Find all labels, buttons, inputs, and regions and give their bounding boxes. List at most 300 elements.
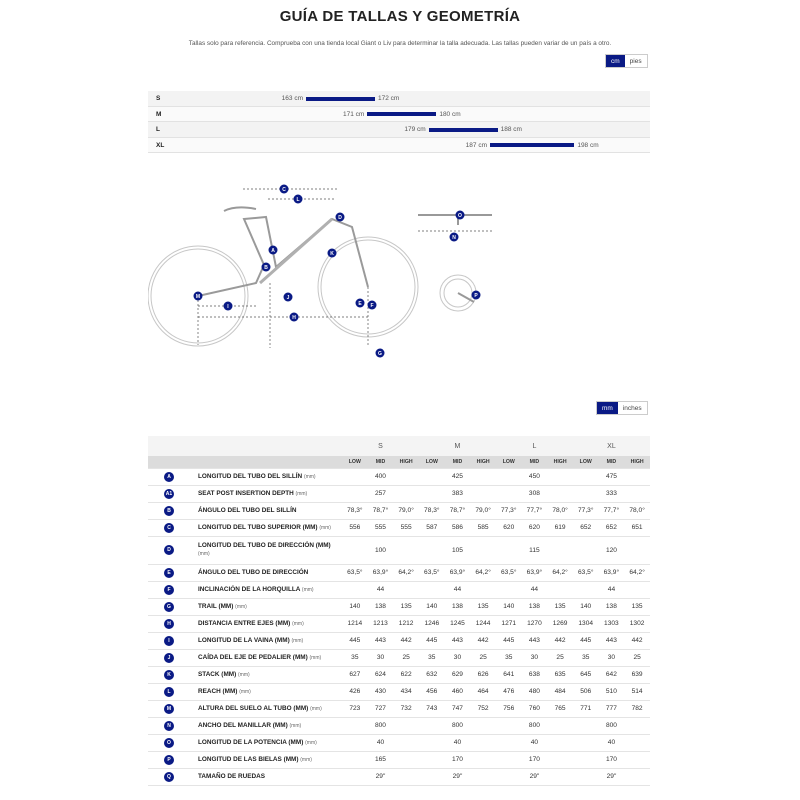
- unit-inches-button[interactable]: inches: [618, 402, 647, 414]
- value-cell: 63,5°: [342, 564, 368, 581]
- value-cell: 443: [445, 632, 471, 649]
- row-name-cell: [190, 468, 342, 485]
- value-cell: 64,2°: [547, 564, 573, 581]
- value-cell: 800: [342, 717, 419, 734]
- value-cell: 1270: [522, 615, 548, 632]
- table-row: [148, 683, 650, 700]
- row-unit: (mm): [300, 756, 312, 763]
- row-unit: (mm): [239, 688, 251, 695]
- value-cell: 586: [445, 519, 471, 536]
- value-cell: 627: [342, 666, 368, 683]
- value-cell: 1269: [547, 615, 573, 632]
- size-column-header: S: [342, 436, 419, 456]
- row-badge-cell: [148, 536, 190, 564]
- row-key-badge: Q: [164, 772, 174, 782]
- row-name: STACK (MM): [198, 670, 237, 678]
- value-cell: 484: [547, 683, 573, 700]
- row-badge-cell: [148, 519, 190, 536]
- diagram-badge-label: G: [378, 351, 382, 357]
- value-cell: 756: [496, 700, 522, 717]
- value-cell: 64,2°: [393, 564, 419, 581]
- row-key-badge: J: [164, 653, 174, 663]
- table-row: [148, 468, 650, 485]
- value-cell: 63,9°: [445, 564, 471, 581]
- value-cell: 1244: [470, 615, 496, 632]
- value-cell: 138: [368, 598, 394, 615]
- size-column-header: XL: [573, 436, 650, 456]
- row-badge-cell: [148, 649, 190, 666]
- row-badge-cell: [148, 717, 190, 734]
- value-cell: 170: [419, 751, 496, 768]
- value-cell: 456: [419, 683, 445, 700]
- value-cell: 555: [393, 519, 419, 536]
- value-cell: 29": [419, 768, 496, 785]
- table-row: [148, 700, 650, 717]
- row-unit: (mm): [319, 524, 331, 531]
- row-unit: (mm): [301, 586, 314, 593]
- value-cell: 434: [393, 683, 419, 700]
- value-cell: 63,5°: [419, 564, 445, 581]
- row-key-badge: K: [164, 670, 174, 680]
- value-cell: 626: [470, 666, 496, 683]
- diagram-badge-label: N: [452, 235, 456, 241]
- value-cell: 40: [419, 734, 496, 751]
- height-range-bar: [490, 143, 574, 147]
- row-name: LONGITUD DE LA POTENCIA (MM): [198, 738, 304, 746]
- row-key-badge: G: [164, 602, 174, 612]
- row-unit: (mm): [289, 722, 302, 729]
- value-cell: 445: [573, 632, 599, 649]
- value-cell: 30: [368, 649, 394, 666]
- row-badge-cell: [148, 751, 190, 768]
- row-badge-cell: [148, 768, 190, 785]
- row-key-badge: L: [164, 687, 174, 697]
- value-cell: 400: [342, 468, 419, 485]
- page-subtitle: Tallas solo para referencia. Comprueba con una tienda local Giant o Liv para determinar la talla adecuada. Las tallas pueden variar de un país a otro.: [188, 40, 612, 47]
- value-cell: 64,2°: [470, 564, 496, 581]
- value-cell: 1304: [573, 615, 599, 632]
- diagram-badge-label: H: [292, 315, 296, 321]
- diagram-badge-label: K: [330, 251, 334, 257]
- value-cell: 165: [342, 751, 419, 768]
- value-cell: 30: [522, 649, 548, 666]
- row-badge-cell: [148, 615, 190, 632]
- value-cell: 79,0°: [470, 502, 496, 519]
- page-title: GUÍA DE TALLAS Y GEOMETRÍA: [279, 8, 521, 25]
- value-cell: 443: [599, 632, 625, 649]
- geometry-unit-toggle: [596, 401, 648, 415]
- row-name-cell: [190, 581, 342, 598]
- row-name: REACH (MM): [198, 687, 238, 695]
- header-spacer: [148, 436, 190, 456]
- unit-mm-button[interactable]: mm: [597, 402, 618, 414]
- row-badge-cell: [148, 564, 190, 581]
- row-name-cell: [190, 683, 342, 700]
- value-cell: 771: [573, 700, 599, 717]
- value-cell: 35: [573, 649, 599, 666]
- value-cell: 480: [522, 683, 548, 700]
- height-min-label: 163 cm: [281, 95, 303, 102]
- value-cell: 63,5°: [496, 564, 522, 581]
- row-unit: (mm): [309, 654, 322, 661]
- value-cell: 622: [393, 666, 419, 683]
- value-cell: 77,3°: [573, 502, 599, 519]
- value-cell: 556: [342, 519, 368, 536]
- row-unit: (mm): [295, 490, 308, 497]
- value-cell: 35: [496, 649, 522, 666]
- value-cell: 632: [419, 666, 445, 683]
- value-cell: 635: [547, 666, 573, 683]
- diagram-badge-label: O: [458, 213, 462, 219]
- row-name: ANCHO DEL MANILLAR (MM): [198, 721, 288, 729]
- row-key-badge: N: [164, 721, 174, 731]
- row-unit: (mm): [305, 739, 317, 746]
- value-cell: 170: [496, 751, 573, 768]
- row-name-cell: [190, 734, 342, 751]
- value-cell: 652: [573, 519, 599, 536]
- row-key-badge: C: [164, 523, 174, 533]
- value-cell: 63,9°: [599, 564, 625, 581]
- row-badge-cell: [148, 502, 190, 519]
- value-cell: 624: [368, 666, 394, 683]
- row-name-cell: [190, 717, 342, 734]
- row-name: ÁNGULO DEL TUBO DE DIRECCIÓN: [198, 568, 309, 576]
- position-header: MID: [445, 456, 471, 468]
- value-cell: 308: [496, 485, 573, 502]
- unit-cm-button[interactable]: cm: [606, 55, 625, 67]
- value-cell: 620: [496, 519, 522, 536]
- row-name: DISTANCIA ENTRE EJES (MM): [198, 619, 291, 627]
- value-cell: 29": [342, 768, 419, 785]
- value-cell: 63,9°: [522, 564, 548, 581]
- row-unit: (mm): [310, 705, 322, 712]
- position-header: MID: [522, 456, 548, 468]
- value-cell: 1245: [445, 615, 471, 632]
- size-label: S: [156, 95, 161, 102]
- row-badge-cell: [148, 581, 190, 598]
- value-cell: 727: [368, 700, 394, 717]
- value-cell: 135: [547, 598, 573, 615]
- diagram-badge-label: D: [338, 215, 342, 221]
- position-header: LOW: [573, 456, 599, 468]
- value-cell: 443: [368, 632, 394, 649]
- size-column-header: L: [496, 436, 573, 456]
- row-badge-cell: [148, 485, 190, 502]
- diagram-badge-label: M: [195, 294, 201, 300]
- row-badge-cell: [148, 700, 190, 717]
- value-cell: 1213: [368, 615, 394, 632]
- value-cell: 652: [599, 519, 625, 536]
- row-key-badge: F: [164, 585, 174, 595]
- row-unit: (mm): [292, 620, 304, 627]
- value-cell: 510: [599, 683, 625, 700]
- value-cell: 35: [419, 649, 445, 666]
- row-name-cell: [190, 519, 342, 536]
- value-cell: 115: [496, 536, 573, 564]
- value-cell: 642: [599, 666, 625, 683]
- size-row: [148, 91, 650, 107]
- row-unit: (mm): [238, 671, 250, 678]
- table-row: [148, 598, 650, 615]
- value-cell: 1246: [419, 615, 445, 632]
- value-cell: 383: [419, 485, 496, 502]
- row-unit: (mm): [198, 551, 210, 557]
- row-key-badge: I: [164, 636, 174, 646]
- row-name-cell: [190, 502, 342, 519]
- header-spacer: [148, 456, 190, 468]
- value-cell: 585: [470, 519, 496, 536]
- value-cell: 442: [624, 632, 650, 649]
- row-name: TAMAÑO DE RUEDAS: [198, 772, 265, 780]
- row-name: ÁNGULO DEL TUBO DEL SILLÍN: [198, 506, 297, 514]
- value-cell: 29": [573, 768, 650, 785]
- value-cell: 1302: [624, 615, 650, 632]
- position-header: LOW: [342, 456, 368, 468]
- row-name-cell: [190, 666, 342, 683]
- row-name: LONGITUD DE LA VAINA (MM): [198, 636, 290, 644]
- value-cell: 40: [573, 734, 650, 751]
- row-name: ALTURA DEL SUELO AL TUBO (MM): [198, 704, 309, 712]
- position-header: LOW: [496, 456, 522, 468]
- value-cell: 140: [342, 598, 368, 615]
- value-cell: 333: [573, 485, 650, 502]
- value-cell: 442: [470, 632, 496, 649]
- value-cell: 514: [624, 683, 650, 700]
- value-cell: 476: [496, 683, 522, 700]
- row-key-badge: A1: [165, 490, 173, 497]
- diagram-badge-label: L: [296, 197, 300, 203]
- value-cell: 426: [342, 683, 368, 700]
- value-cell: 777: [599, 700, 625, 717]
- value-cell: 1303: [599, 615, 625, 632]
- row-name: INCLINACIÓN DE LA HORQUILLA: [198, 585, 301, 593]
- value-cell: 638: [522, 666, 548, 683]
- value-cell: 25: [624, 649, 650, 666]
- position-header: HIGH: [624, 456, 650, 468]
- row-name: LONGITUD DEL TUBO DEL SILLÍN: [198, 472, 303, 480]
- diagram-badge-label: P: [474, 293, 478, 299]
- height-min-label: 171 cm: [343, 110, 365, 118]
- value-cell: 430: [368, 683, 394, 700]
- size-label: L: [156, 126, 160, 133]
- value-cell: 135: [393, 598, 419, 615]
- position-header: HIGH: [393, 456, 419, 468]
- height-max-label: 188 cm: [500, 126, 522, 133]
- table-size-header: [148, 436, 650, 456]
- position-header: HIGH: [547, 456, 573, 468]
- value-cell: 442: [547, 632, 573, 649]
- size-label: XL: [156, 141, 165, 149]
- row-unit: (mm): [291, 637, 304, 644]
- value-cell: 629: [445, 666, 471, 683]
- size-row: [148, 122, 650, 138]
- value-cell: 1214: [342, 615, 368, 632]
- value-cell: 555: [368, 519, 394, 536]
- value-cell: 1212: [393, 615, 419, 632]
- diagram-badge-label: J: [286, 295, 290, 301]
- value-cell: 44: [342, 581, 419, 598]
- value-cell: 170: [573, 751, 650, 768]
- value-cell: 40: [496, 734, 573, 751]
- bike-geometry-diagram: [148, 175, 652, 370]
- value-cell: 138: [522, 598, 548, 615]
- row-name-cell: [190, 564, 342, 581]
- geometry-table: [148, 436, 650, 786]
- value-cell: 445: [419, 632, 445, 649]
- value-cell: 800: [419, 717, 496, 734]
- value-cell: 77,3°: [496, 502, 522, 519]
- rider-height-chart: [148, 91, 650, 153]
- size-row: [148, 107, 650, 123]
- value-cell: 747: [445, 700, 471, 717]
- row-key-badge: B: [164, 506, 174, 516]
- value-cell: 445: [342, 632, 368, 649]
- row-name-cell: [190, 536, 342, 564]
- table-row: [148, 615, 650, 632]
- table-row: [148, 519, 650, 536]
- value-cell: 78,7°: [368, 502, 394, 519]
- value-cell: 425: [419, 468, 496, 485]
- value-cell: 63,9°: [368, 564, 394, 581]
- value-cell: 140: [496, 598, 522, 615]
- value-cell: 25: [470, 649, 496, 666]
- row-name: TRAIL (MM): [198, 602, 234, 610]
- diagram-badge-label: B: [264, 265, 268, 271]
- value-cell: 64,2°: [624, 564, 650, 581]
- value-cell: 30: [445, 649, 471, 666]
- row-name: LONGITUD DEL TUBO DE DIRECCIÓN (MM): [198, 542, 331, 549]
- row-name: LONGITUD DEL TUBO SUPERIOR (MM): [198, 523, 318, 531]
- height-range-bar: [429, 128, 498, 132]
- table-row: [148, 717, 650, 734]
- position-header: MID: [368, 456, 394, 468]
- row-name: LONGITUD DE LAS BIELAS (MM): [198, 755, 299, 763]
- value-cell: 78,7°: [445, 502, 471, 519]
- row-unit: (mm): [235, 603, 247, 610]
- table-row: [148, 502, 650, 519]
- value-cell: 78,3°: [419, 502, 445, 519]
- value-cell: 100: [342, 536, 419, 564]
- row-name-cell: [190, 751, 342, 768]
- position-header: LOW: [419, 456, 445, 468]
- row-name-cell: [190, 632, 342, 649]
- height-range-bar: [306, 97, 375, 101]
- value-cell: 732: [393, 700, 419, 717]
- unit-feet-button[interactable]: pies: [625, 55, 647, 67]
- row-name-cell: [190, 768, 342, 785]
- diagram-badge-label: F: [370, 303, 374, 309]
- row-badge-cell: [148, 468, 190, 485]
- table-row: [148, 751, 650, 768]
- row-badge-cell: [148, 632, 190, 649]
- height-range-bar: [367, 112, 436, 116]
- value-cell: 1271: [496, 615, 522, 632]
- table-row: [148, 649, 650, 666]
- value-cell: 44: [496, 581, 573, 598]
- header-spacer: [190, 436, 342, 456]
- value-cell: 140: [419, 598, 445, 615]
- value-cell: 460: [445, 683, 471, 700]
- row-key-badge: P: [164, 755, 174, 765]
- value-cell: 105: [419, 536, 496, 564]
- diagram-badge-label: E: [358, 301, 362, 307]
- value-cell: 506: [573, 683, 599, 700]
- value-cell: 639: [624, 666, 650, 683]
- diagram-badge-label: I: [227, 304, 229, 310]
- value-cell: 135: [624, 598, 650, 615]
- row-name: CAÍDA DEL EJE DE PEDALIER (MM): [198, 653, 308, 661]
- value-cell: 782: [624, 700, 650, 717]
- header-spacer: [190, 456, 342, 468]
- table-row: [148, 536, 650, 564]
- value-cell: 765: [547, 700, 573, 717]
- value-cell: 620: [522, 519, 548, 536]
- height-min-label: 179 cm: [404, 126, 426, 133]
- value-cell: 760: [522, 700, 548, 717]
- value-cell: 619: [547, 519, 573, 536]
- diagram-badge-label: C: [282, 187, 286, 193]
- row-key-badge: A: [164, 472, 174, 482]
- row-name-cell: [190, 649, 342, 666]
- diagram-badge-label: A: [271, 248, 275, 254]
- value-cell: 138: [445, 598, 471, 615]
- height-min-label: 187 cm: [465, 141, 487, 149]
- value-cell: 651: [624, 519, 650, 536]
- row-key-badge: E: [164, 568, 174, 578]
- value-cell: 450: [496, 468, 573, 485]
- value-cell: 800: [496, 717, 573, 734]
- value-cell: 135: [470, 598, 496, 615]
- value-cell: 587: [419, 519, 445, 536]
- value-cell: 79,0°: [393, 502, 419, 519]
- height-max-label: 198 cm: [577, 141, 599, 149]
- value-cell: 77,7°: [599, 502, 625, 519]
- table-row: [148, 768, 650, 785]
- row-name: SEAT POST INSERTION DEPTH: [198, 489, 294, 497]
- size-column-header: M: [419, 436, 496, 456]
- row-key-badge: M: [164, 704, 174, 714]
- value-cell: 25: [393, 649, 419, 666]
- value-cell: 445: [496, 632, 522, 649]
- value-cell: 40: [342, 734, 419, 751]
- value-cell: 44: [573, 581, 650, 598]
- value-cell: 63,5°: [573, 564, 599, 581]
- position-header: HIGH: [470, 456, 496, 468]
- value-cell: 257: [342, 485, 419, 502]
- row-badge-cell: [148, 734, 190, 751]
- value-cell: 77,7°: [522, 502, 548, 519]
- value-cell: 800: [573, 717, 650, 734]
- row-badge-cell: [148, 666, 190, 683]
- row-key-badge: D: [164, 545, 174, 555]
- row-name-cell: [190, 615, 342, 632]
- row-unit: (mm): [303, 473, 316, 480]
- row-badge-cell: [148, 598, 190, 615]
- table-row: [148, 581, 650, 598]
- row-badge-cell: [148, 683, 190, 700]
- table-row: [148, 734, 650, 751]
- value-cell: 78,0°: [547, 502, 573, 519]
- table-row: [148, 564, 650, 581]
- value-cell: 44: [419, 581, 496, 598]
- position-header: MID: [599, 456, 625, 468]
- value-cell: 78,3°: [342, 502, 368, 519]
- value-cell: 752: [470, 700, 496, 717]
- value-cell: 645: [573, 666, 599, 683]
- value-cell: 443: [522, 632, 548, 649]
- value-cell: 78,0°: [624, 502, 650, 519]
- value-cell: 641: [496, 666, 522, 683]
